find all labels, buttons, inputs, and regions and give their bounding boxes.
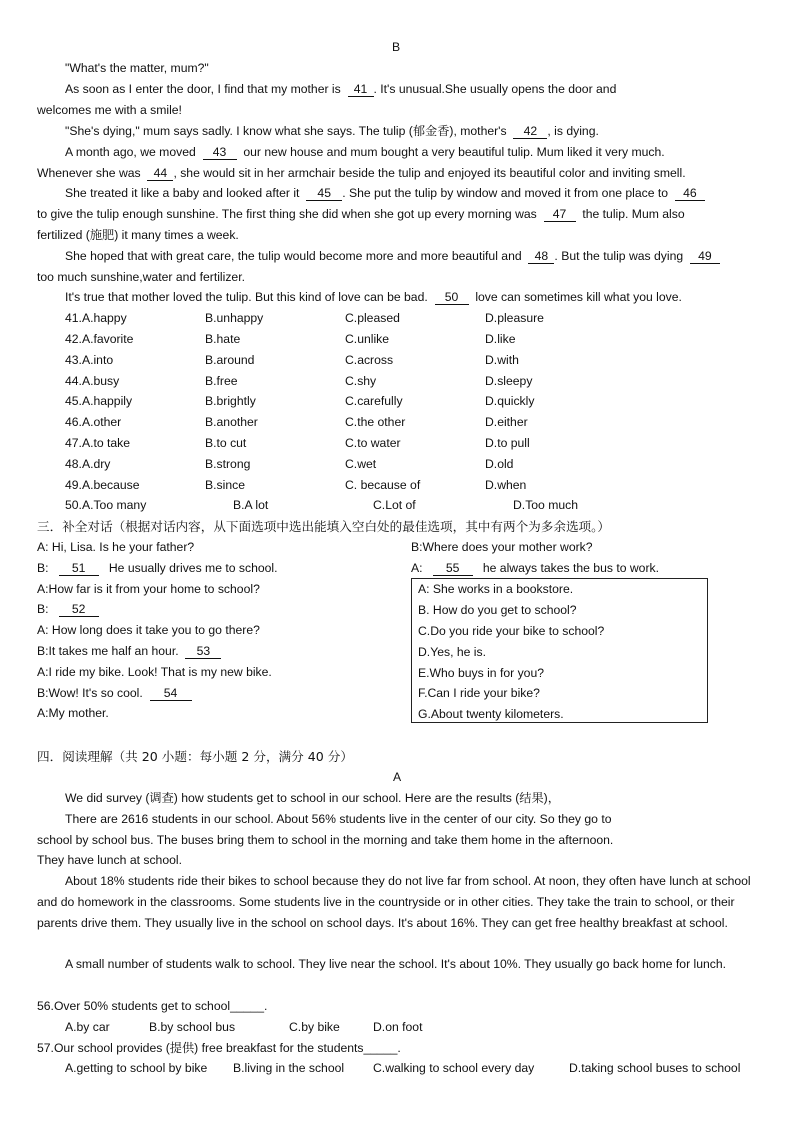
paragraph-4-line-1: A month ago, we moved 43 our new house and mum bought a very beautiful tulip. Mum liked it very much. [65, 145, 665, 159]
paragraph-5-line-1: She treated it like a baby and looked after it 45 . She put the tulip by window and moved it from one place to 46 [65, 186, 705, 201]
blank-42: 42 [513, 125, 547, 139]
blank-51: 51 [59, 562, 99, 576]
choice-a: A: She works in a bookstore. [418, 582, 574, 596]
option-48-b: B.strong [205, 457, 251, 471]
option-50-a: 50.A.Too many [65, 498, 147, 512]
option-45-d: D.quickly [485, 394, 535, 408]
option-42-b: B.hate [205, 332, 241, 346]
blank-54: 54 [150, 687, 192, 701]
question-57: 57.Our school provides (提供) free breakfast for the students_____. [37, 1041, 401, 1055]
reading-line-2: There are 2616 students in our school. About 56% students live in the center of our city. So they go to [65, 812, 612, 826]
option-44-c: C.shy [345, 374, 377, 388]
option-47-b: B.to cut [205, 436, 247, 450]
choice-d: D.Yes, he is. [418, 645, 486, 659]
dialog-line: B:Wow! It's so cool. 54 [37, 686, 192, 701]
reading-paragraph-bikes: About 18% students ride their bikes to school because they do not live far from school. At noon, they often have lunch at school and do homework in the classrooms. Some students live in the countryside or in other cities. They take the train to school, or their parents drive them. They usually live in the school on school days. It's about 16%. They can get free healthy breakfast at school. [37, 874, 751, 930]
option-49-b: B.since [205, 478, 245, 492]
blank-53: 53 [185, 645, 221, 659]
dialog-right-question: B:Where does your mother work? [411, 540, 593, 554]
dialog-line: A: Hi, Lisa. Is he your father? [37, 540, 195, 554]
option-49-d: D.when [485, 478, 527, 492]
option-47-c: C.to water [345, 436, 401, 450]
q57-option-c: C.walking to school every day [373, 1061, 535, 1075]
paragraph-4-line-2: Whenever she was 44 , she would sit in her armchair beside the tulip and enjoyed its beautiful color and inviting smell. [37, 166, 686, 180]
blank-55: 55 [433, 562, 473, 576]
q57-option-b: B.living in the school [233, 1061, 345, 1075]
option-48-a: 48.A.dry [65, 457, 111, 471]
option-43-a: 43.A.into [65, 353, 114, 367]
paragraph-3: "She's dying," mum says sadly. I know what she says. The tulip (郁金香), mother's 42 , is dying. [65, 124, 599, 138]
option-42-d: D.like [485, 332, 516, 346]
option-46-a: 46.A.other [65, 415, 122, 429]
q56-option-a: A.by car [65, 1020, 110, 1034]
blank-48: 48 [528, 250, 554, 264]
choice-f: F.Can I ride your bike? [418, 686, 540, 700]
option-45-c: C.carefully [345, 394, 403, 408]
option-41-d: D.pleasure [485, 311, 544, 325]
blank-45: 45 [306, 187, 342, 201]
section-b-title: B [392, 40, 401, 54]
choices-box [411, 578, 708, 723]
blank-46: 46 [675, 187, 705, 201]
option-49-c: C. because of [345, 478, 421, 492]
option-47-d: D.to pull [485, 436, 530, 450]
option-44-b: B.free [205, 374, 238, 388]
dialog-line: A:How far is it from your home to school? [37, 582, 260, 596]
paragraph-2-line-1: As soon as I enter the door, I find that my mother is 41 . It's unusual.She usually opens the door and [65, 82, 617, 96]
dialog-line: B:It takes me half an hour. 53 [37, 644, 221, 659]
option-50-c: C.Lot of [373, 498, 416, 512]
reading-line-3: school by school bus. The buses bring them to school in the morning and take them home in the afternoon. [37, 833, 614, 847]
section-4-title: 四．阅读理解（共 20 小题：每小题 2 分，满分 40 分） [37, 749, 353, 764]
blank-43: 43 [203, 146, 237, 160]
option-46-b: B.another [205, 415, 258, 429]
q56-option-b: B.by school bus [149, 1020, 236, 1034]
option-45-b: B.brightly [205, 394, 256, 408]
blank-49: 49 [690, 250, 720, 264]
option-46-c: C.the other [345, 415, 406, 429]
option-49-a: 49.A.because [65, 478, 140, 492]
choice-b: B. How do you get to school? [418, 603, 577, 617]
q57-option-d: D.taking school buses to school [569, 1061, 741, 1075]
dialog-line: B: 51 He usually drives me to school. [37, 561, 278, 575]
option-43-b: B.around [205, 353, 255, 367]
option-46-d: D.either [485, 415, 528, 429]
dialog-line: B: 52 [37, 602, 99, 617]
option-45-a: 45.A.happily [65, 394, 133, 408]
q56-option-d: D.on foot [373, 1020, 423, 1034]
blank-50: 50 [435, 291, 469, 305]
paragraph-1: "What's the matter, mum?" [65, 61, 209, 75]
option-44-d: D.sleepy [485, 374, 533, 388]
choice-c: C.Do you ride your bike to school? [418, 624, 605, 638]
option-42-c: C.unlike [345, 332, 390, 346]
q56-option-c: C.by bike [289, 1020, 340, 1034]
q57-option-a: A.getting to school by bike [65, 1061, 208, 1075]
option-48-d: D.old [485, 457, 514, 471]
paragraph-7: It's true that mother loved the tulip. But this kind of love can be bad. 50 love can sometimes kill what you love. [65, 290, 682, 304]
option-42-a: 42.A.favorite [65, 332, 134, 346]
choice-e: E.Who buys in for you? [418, 666, 544, 680]
option-50-b: B.A lot [233, 498, 269, 512]
option-50-d: D.Too much [513, 498, 579, 512]
paragraph-6-line-1: She hoped that with great care, the tulip would become more and more beautiful and 48 . But the tulip was dying 49 [65, 249, 720, 264]
paragraph-2-line-2: welcomes me with a smile! [37, 103, 182, 117]
paragraph-6-line-2: too much sunshine,water and fertilizer. [37, 270, 245, 284]
blank-47: 47 [544, 208, 576, 222]
option-41-c: C.pleased [345, 311, 400, 325]
section-a-title: A [393, 770, 402, 784]
option-44-a: 44.A.busy [65, 374, 120, 388]
option-41-a: 41.A.happy [65, 311, 127, 325]
reading-line-4: They have lunch at school. [37, 853, 182, 867]
option-48-c: C.wet [345, 457, 377, 471]
dialog-right-answer: A: 55 he always takes the bus to work. [411, 561, 659, 575]
option-41-b: B.unhappy [205, 311, 264, 325]
dialog-line: A:I ride my bike. Look! That is my new bike. [37, 665, 272, 679]
blank-44: 44 [147, 167, 173, 181]
dialog-line: A: How long does it take you to go there? [37, 623, 260, 637]
question-56: 56.Over 50% students get to school_____. [37, 999, 268, 1013]
section-3-title: 三．补全对话（根据对话内容，从下面选项中选出能填入空白处的最佳选项，其中有两个为多余选项。） [37, 519, 611, 534]
reading-line-1: We did survey (调查) how students get to school in our school. Here are the results (结果)， [65, 791, 560, 805]
choice-g: G.About twenty kilometers. [418, 707, 564, 721]
option-47-a: 47.A.to take [65, 436, 131, 450]
blank-41: 41 [348, 83, 374, 97]
reading-paragraph-walk: A small number of students walk to school. They live near the school. It's about 10%. They usually go back home for lunch. [65, 957, 727, 971]
dialog-line: A:My mother. [37, 706, 109, 720]
paragraph-5-line-2: to give the tulip enough sunshine. The first thing she did when she got up every morning was 47 the tulip. Mum also [37, 207, 685, 221]
option-43-d: D.with [485, 353, 519, 367]
blank-52: 52 [59, 603, 99, 617]
option-43-c: C.across [345, 353, 394, 367]
paragraph-5-line-3: fertilized (施肥) it many times a week. [37, 228, 239, 242]
